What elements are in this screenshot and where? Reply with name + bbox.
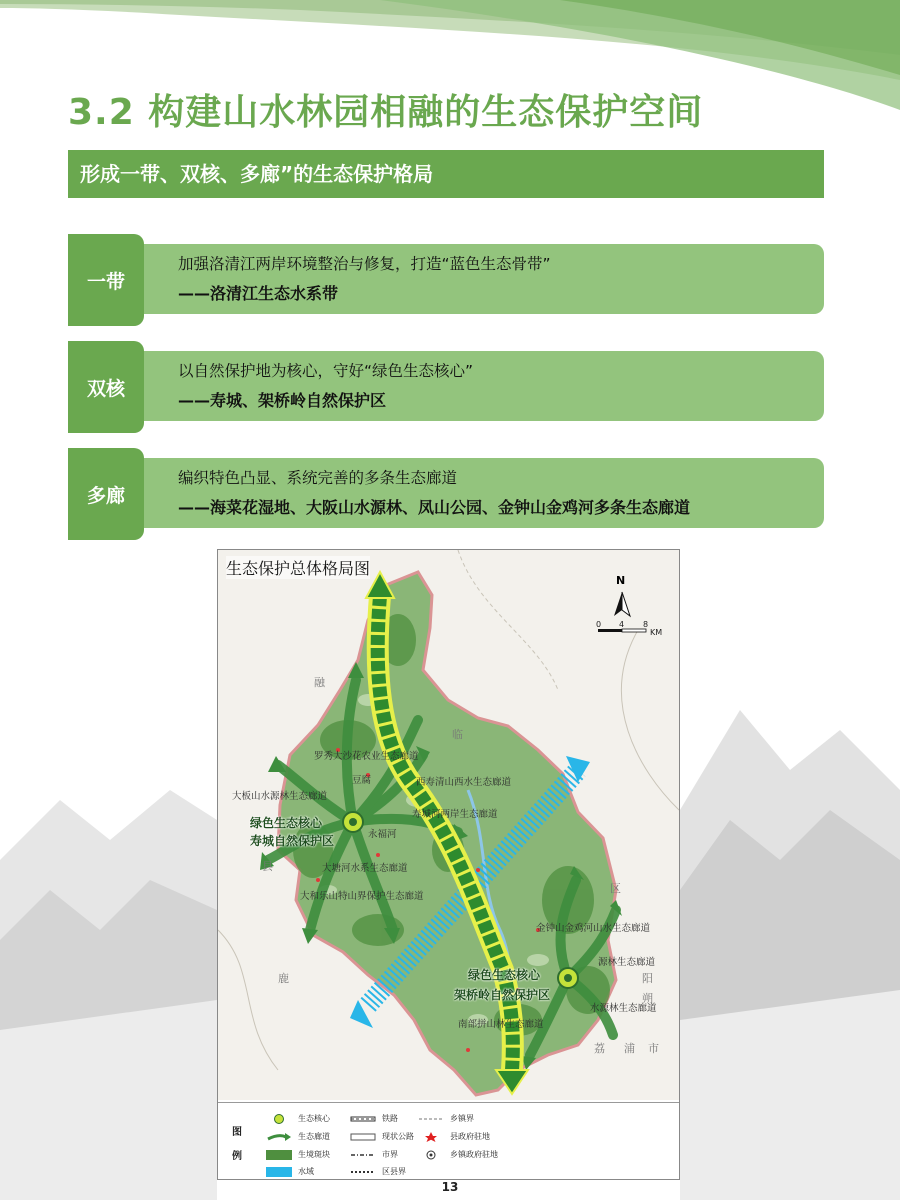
section-subtitle: 形成一带、双核、多廊”的生态保护格局	[68, 150, 824, 198]
core-label: 绿色生态核心	[468, 968, 541, 982]
corridor-label: 南部拼山林生态廊道	[458, 1019, 544, 1030]
region-label: 融	[314, 676, 325, 689]
railway-icon	[350, 1114, 376, 1124]
core-label: 寿城自然保护区	[250, 834, 335, 848]
region-label: 县	[262, 860, 273, 873]
scale-label-4: 4	[619, 620, 625, 629]
strategy-name: ——寿城、架桥岭自然保护区	[178, 391, 387, 410]
corridor-label: 豆腐	[352, 775, 372, 786]
region-label: 鹿	[278, 972, 289, 985]
core-label: 架桥岭自然保护区	[454, 988, 551, 1002]
region-label: 临	[452, 728, 463, 741]
region-label: 阳	[642, 972, 653, 985]
core-label: 绿色生态核心	[250, 816, 323, 830]
core-icon	[266, 1114, 292, 1124]
map-legend	[218, 1102, 679, 1180]
scale-label-0: 0	[596, 620, 602, 629]
region-label: 市	[648, 1042, 659, 1055]
legend-item: 县政府驻地	[418, 1131, 490, 1142]
legend-item: 生态廊道	[266, 1131, 330, 1142]
corridor-arrow-icon	[266, 1132, 292, 1142]
habitat-patch-icon	[266, 1150, 292, 1160]
corridor-label: 源林生态廊道	[598, 957, 656, 968]
page-title: 3.2 构建山水林园相融的生态保护空间	[68, 92, 704, 133]
town-boundary-icon	[418, 1114, 444, 1124]
legend-heading: 图	[232, 1127, 242, 1138]
scale-unit: KM	[650, 628, 663, 637]
strategy-description: 以自然保护地为核心，守好“绿色生态核心”	[178, 362, 474, 380]
strategy-description: 加强洛清江两岸环境整治与修复，打造“蓝色生态骨带”	[178, 255, 551, 273]
water-icon	[266, 1167, 292, 1177]
strategy-tab: 多廊	[68, 448, 144, 540]
legend-item: 现状公路	[350, 1131, 414, 1142]
road-icon	[350, 1132, 376, 1142]
strategy-one-belt	[68, 234, 824, 326]
town-seat-icon	[418, 1150, 444, 1160]
strategy-name: ——海菜花湿地、大阪山水源林、凤山公园、金钟山金鸡河多条生态廊道	[178, 498, 691, 517]
corridor-label: 寿城河两岸生态廊道	[412, 809, 498, 820]
corridor-label: 大板山水源林生态廊道	[232, 791, 328, 802]
corridor-label: 西寿清山西水生态廊道	[416, 777, 512, 788]
legend-item: 生境斑块	[266, 1149, 330, 1160]
scale-bar	[598, 629, 646, 632]
corridor-label: 大塘河水系生态廊道	[322, 863, 408, 874]
page-number: 13	[441, 1180, 459, 1194]
map-title: 生态保护总体格局图	[226, 556, 370, 579]
region-label: 区	[610, 882, 621, 895]
region-label: 浦	[624, 1042, 635, 1055]
legend-item: 区县界	[350, 1166, 406, 1177]
legend-item: 铁路	[350, 1113, 398, 1124]
corridor-label: 大和乐山特山界保护生态廊道	[300, 891, 424, 902]
strategy-tab: 双核	[68, 341, 144, 433]
corridor-label: 永福河	[368, 829, 397, 840]
legend-item: 乡镇界	[418, 1113, 474, 1124]
legend-item: 生态核心	[266, 1113, 330, 1124]
star-icon	[418, 1132, 444, 1142]
strategy-tab: 一带	[68, 234, 144, 326]
scale-label-8: 8	[643, 620, 649, 629]
legend-item: 市界	[350, 1149, 398, 1160]
north-label: N	[616, 574, 626, 587]
strategy-dual-core	[68, 341, 824, 433]
legend-item: 乡镇政府驻地	[418, 1149, 498, 1160]
corridor-label: 水源林生态廊道	[590, 1003, 657, 1014]
district-boundary-icon	[350, 1167, 376, 1177]
strategy-multi-corridor	[68, 448, 824, 540]
city-boundary-icon	[350, 1150, 376, 1160]
corridor-label: 金钟山金鸡河山水生态廊道	[536, 923, 651, 934]
legend-heading: 例	[232, 1151, 242, 1162]
region-label: 朔	[642, 992, 653, 1005]
ecological-map	[217, 549, 680, 1180]
region-label: 荔	[594, 1042, 605, 1055]
strategy-name: ——洛清江生态水系带	[178, 284, 339, 303]
corridor-label: 罗秀大沙花农业生态廊道	[314, 751, 419, 762]
strategy-description: 编织特色凸显、系统完善的多条生态廊道	[178, 469, 458, 487]
legend-item: 水域	[266, 1166, 314, 1177]
